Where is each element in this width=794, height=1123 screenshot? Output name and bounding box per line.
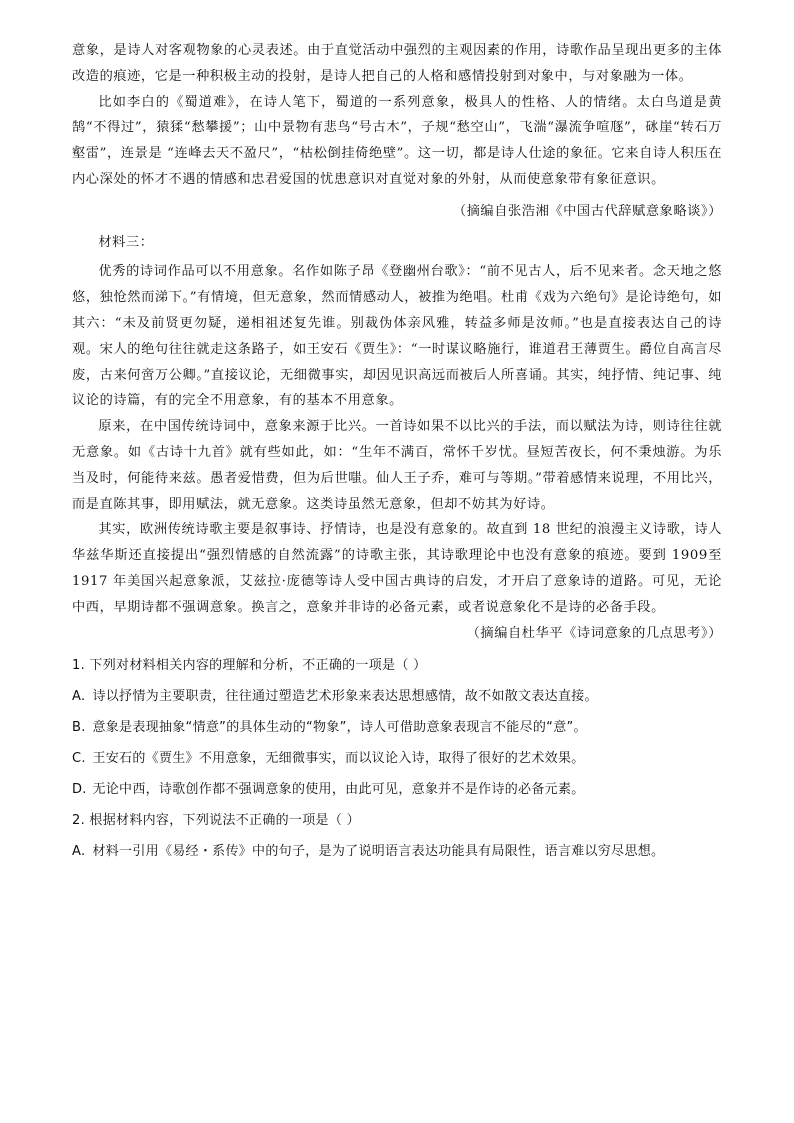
option-text: 意象是表现抽象“情意”的具体生动的“物象”，诗人可借助意象表现言不能尽的“意”。	[92, 720, 587, 736]
option-letter: A.	[72, 844, 86, 860]
option-text: 材料一引用《易经・系传》中的句子，是为了说明语言表达功能具有局限性，语言难以穷尽思想。	[92, 844, 665, 860]
question-1-option-d	[72, 774, 722, 805]
reading-passage	[72, 38, 722, 646]
material3-heading: 材料三：	[98, 234, 154, 250]
material3-paragraph-3: 其实，欧洲传统诗歌主要是叙事诗、抒情诗，也是没有意象的。故直到 18 世纪的浪漫主义诗歌，诗人华兹华斯还直接提出“强烈情感的自然流露”的诗歌主张，其诗歌理论中也没有意象的痕迹。要到 1909至 1917 年美国兴起意象派，艾兹拉·庞德等诗人受中国古典诗的启发，才开启了意象诗的道路。可见，无论中西，早期诗都不强调意象。换言之，意象并非诗的必备元素，或者说意象化不是诗的必备手段。	[72, 522, 722, 615]
option-text: 诗以抒情为主要职责，往往通过塑造艺术形象来表达思想感情，故不如散文表达直接。	[92, 689, 598, 705]
option-text: 王安石的《贾生》不用意象，无细微事实，而以议论入诗，取得了很好的艺术效果。	[92, 751, 585, 767]
option-letter: B.	[72, 720, 86, 736]
option-letter: A.	[72, 689, 86, 705]
question-2-option-a	[72, 836, 722, 867]
question-1-stem: 1. 下列对材料相关内容的理解和分析，不正确的一项是（ ）	[72, 658, 427, 674]
material3-paragraph-2: 原来，在中国传统诗词中，意象来源于比兴。一首诗如果不以比兴的手法，而以赋法为诗，则诗往往就无意象。如《古诗十九首》就有些如此，如：“生年不满百，常怀千岁忧。昼短苦夜长，何不秉烛游。为乐当及时，何能待来兹。愚者爱惜费，但为后世嗤。仙人王子乔，难可与等期。”带着感情来说理，不用比兴，而是直陈其事，即用赋法，就无意象。这类诗虽然无意象，但却不妨其为好诗。	[72, 419, 722, 512]
questions-section	[72, 650, 722, 867]
material3-source: （摘编自杜华平《诗词意象的几点思考》）	[466, 625, 722, 641]
question-2-stem: 2. 根据材料内容，下列说法不正确的一项是（ ）	[72, 813, 360, 829]
material2-source: （摘编自张浩湘《中国古代辞赋意象略谈》）	[452, 203, 722, 219]
question-1-option-b	[72, 712, 722, 743]
option-text: 无论中西，诗歌创作都不强调意象的使用，由此可见，意象并不是作诗的必备元素。	[92, 782, 585, 798]
question-1-option-c	[72, 743, 722, 774]
material2-paragraph-2: 比如李白的《蜀道难》，在诗人笔下，蜀道的一系列意象，极具人的性格、人的情绪。太白鸟道是黄鹄“不得过”，猿猱“愁攀援”；山中景物有悲鸟“号古木”，子规“愁空山”，飞湍“瀑流争喧豗”，砯崖“转石万壑雷”，连景是 “连峰去天不盈尺”，“枯松倒挂倚绝壁”。这一切，都是诗人仕途的象征。它来自诗人积压在内心深处的怀才不遇的情感和忠君爱国的忧患意识对直觉对象的外射，从而使意象带有象征意识。	[72, 94, 722, 187]
material2-paragraph-1: 意象，是诗人对客观物象的心灵表述。由于直觉活动中强烈的主观因素的作用，诗歌作品呈现出更多的主体改造的痕迹，它是一种积极主动的投射，是诗人把自己的人格和感情投射到对象中，与对象融为一体。	[72, 43, 722, 84]
option-letter: C.	[72, 751, 86, 767]
question-1-option-a	[72, 681, 722, 712]
material3-paragraph-1: 优秀的诗词作品可以不用意象。名作如陈子昂《登幽州台歌》：“前不见古人，后不见来者。念天地之悠悠，独怆然而涕下。”有情境，但无意象，然而情感动人，被推为绝唱。杜甫《戏为六绝句》是论诗绝句，如其六：“未及前贤更勿疑，递相祖述复先谁。别裁伪体亲风雅，转益多师是汝师。”也是直接表达自己的诗观。宋人的绝句往往就走这条路子，如王安石《贾生》：“一时谋议略施行，谁道君王薄贾生。爵位自高言尽废，古来何啻万公卿。”直接议论，无细微事实，却因见识高远而被后人所喜诵。其实，纯抒情、纯记事、纯议论的诗篇，有的完全不用意象，有的基本不用意象。	[72, 264, 722, 409]
option-letter: D.	[72, 782, 87, 798]
